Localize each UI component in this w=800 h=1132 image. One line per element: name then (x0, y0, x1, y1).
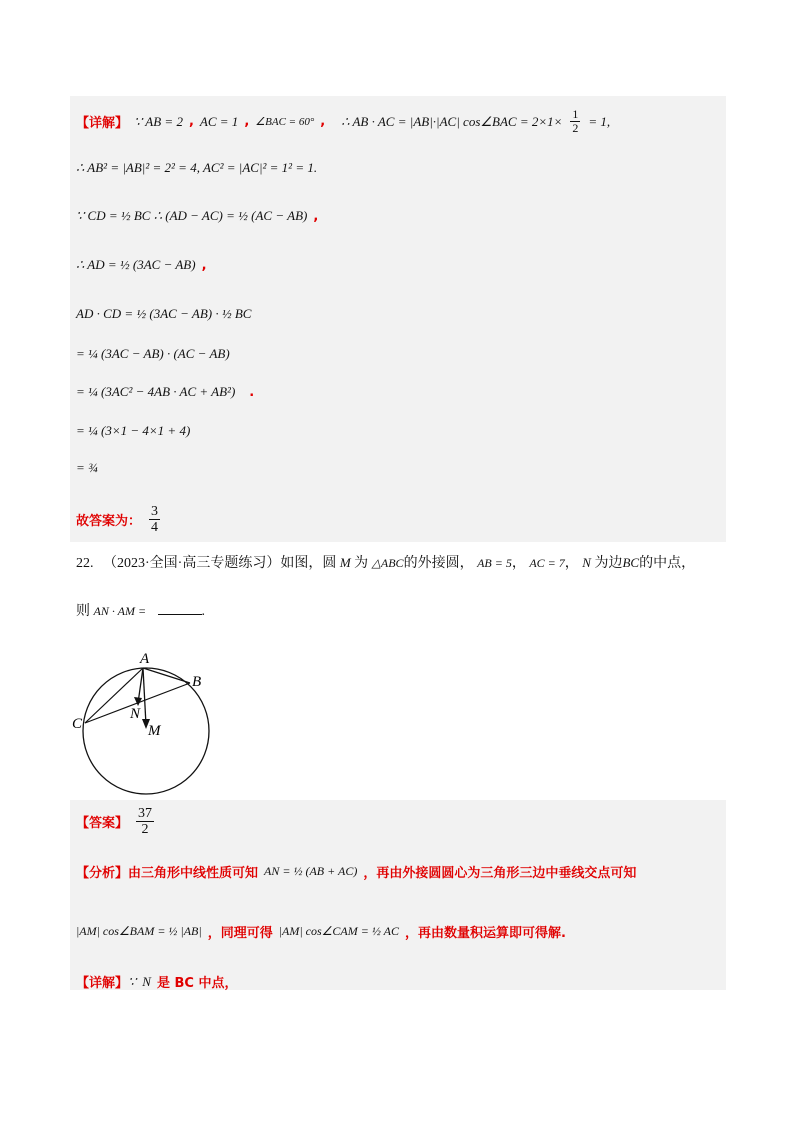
vector-am (143, 668, 146, 725)
detail-line-7: = ¼ (3AC² − 4AB · AC + AB²) . (76, 384, 255, 400)
answer-blank (158, 614, 202, 615)
label-a: A (140, 651, 150, 667)
detail-line-4: ∴ AD = ½ (3AC − AB) , (76, 257, 207, 273)
label-m: M (148, 723, 161, 739)
question-source: （2023·全国·高三专题练习） (103, 556, 281, 571)
answer-label: 故答案为： (76, 514, 142, 530)
analysis-tag: 【分析】 (76, 866, 129, 881)
answer-line-2 (76, 806, 156, 838)
detail-line-1: 【详解】 ∵ AB = 2 , AC = 1 , ∠BAC = 60° , ∴ AB · AC = |AB|·|AC| cos∠BAC = 2×1× $\frac{1}{2}$ = 1, (76, 107, 611, 136)
circle-figure (70, 646, 230, 796)
solution-band-2 (70, 800, 726, 990)
detail-line-2 (76, 160, 317, 176)
detail-line-6 (76, 346, 230, 362)
segment-ab (143, 668, 190, 683)
projection-cam: |AM| cos∠CAM = ½ AC (278, 924, 399, 938)
label-n: N (130, 706, 141, 722)
dot-product-result: = 1, (588, 113, 611, 129)
step-distribute: = ¼ (3AC² − 4AB · AC + AB²) (76, 384, 236, 399)
question-22: 22. （2023·全国·高三专题练习）如图，圆 M 为 △ABC的外接圆， AB = 5， AC = 7， N 为边BC的中点， (76, 555, 696, 571)
detail-line-3: ∵ CD = ½ BC ∴ (AD − AC) = ½ (AC − AB) , (76, 208, 319, 224)
dot-product-formula: ∴ AB · AC = |AB|·|AC| cos∠BAC = 2×1× (341, 113, 563, 129)
given-angle: ∠BAC = 60° (255, 116, 315, 129)
label-b: B (192, 674, 202, 690)
given-ac: AC = 1 (199, 113, 239, 129)
detail-line-5 (76, 306, 251, 322)
analysis-line-1: 【分析】 由三角形中线性质可知 AN = ½ (AB + AC) ，再由外接圆圆心为三角形三边中垂线交点可知 (76, 864, 637, 881)
step-result: = ¾ (76, 460, 98, 475)
cd-relation: ∵ CD = ½ BC ∴ (AD − AC) = ½ (AC − AB) (76, 208, 308, 223)
ad-expression: ∴ AD = ½ (3AC − AB) (76, 257, 196, 272)
answer-value-2: $\frac{37}{2}$ (138, 806, 153, 838)
analysis-line-2: |AM| cos∠BAM = ½ |AB| ，同理可得 |AM| cos∠CAM = ½ AC ，再由数量积运算即可得解. (76, 924, 566, 941)
projection-bam: |AM| cos∠BAM = ½ |AB| (76, 924, 202, 938)
detail-tag: 【详解】 (76, 116, 129, 132)
answer-line-1 (76, 504, 162, 536)
square-norms: ∴ AB² = |AB|² = 2² = 4, AC² = |AC|² = 1² = 1. (76, 160, 318, 175)
answer-value: $\frac{3}{4}$ (151, 504, 159, 536)
detail2-line: 【详解】 ∵ N 是 BC 中点， (76, 973, 238, 991)
circumcircle (83, 668, 209, 794)
detail-line-9 (76, 460, 98, 476)
given-ab: ∵ AB = 2 (134, 113, 183, 129)
ad-dot-cd: AD · CD = ½ (3AC − AB) · ½ BC (76, 306, 252, 321)
question-expression: AN · AM = (93, 604, 147, 618)
median-formula: AN = ½ (AB + AC) (264, 864, 358, 878)
detail-line-8 (76, 423, 190, 439)
step-substitute: = ¼ (3×1 − 4×1 + 4) (76, 423, 191, 438)
answer-tag: 【答案】 (76, 816, 129, 832)
half-fraction: $\frac{1}{2}$ (572, 107, 579, 136)
step-expand: = ¼ (3AC − AB) · (AC − AB) (76, 346, 230, 361)
question-number: 22. (76, 556, 94, 571)
label-c: C (72, 716, 83, 732)
question-22-blank-line: 则 AN · AM = . (76, 604, 206, 619)
detail-tag-2: 【详解】 (76, 976, 129, 991)
